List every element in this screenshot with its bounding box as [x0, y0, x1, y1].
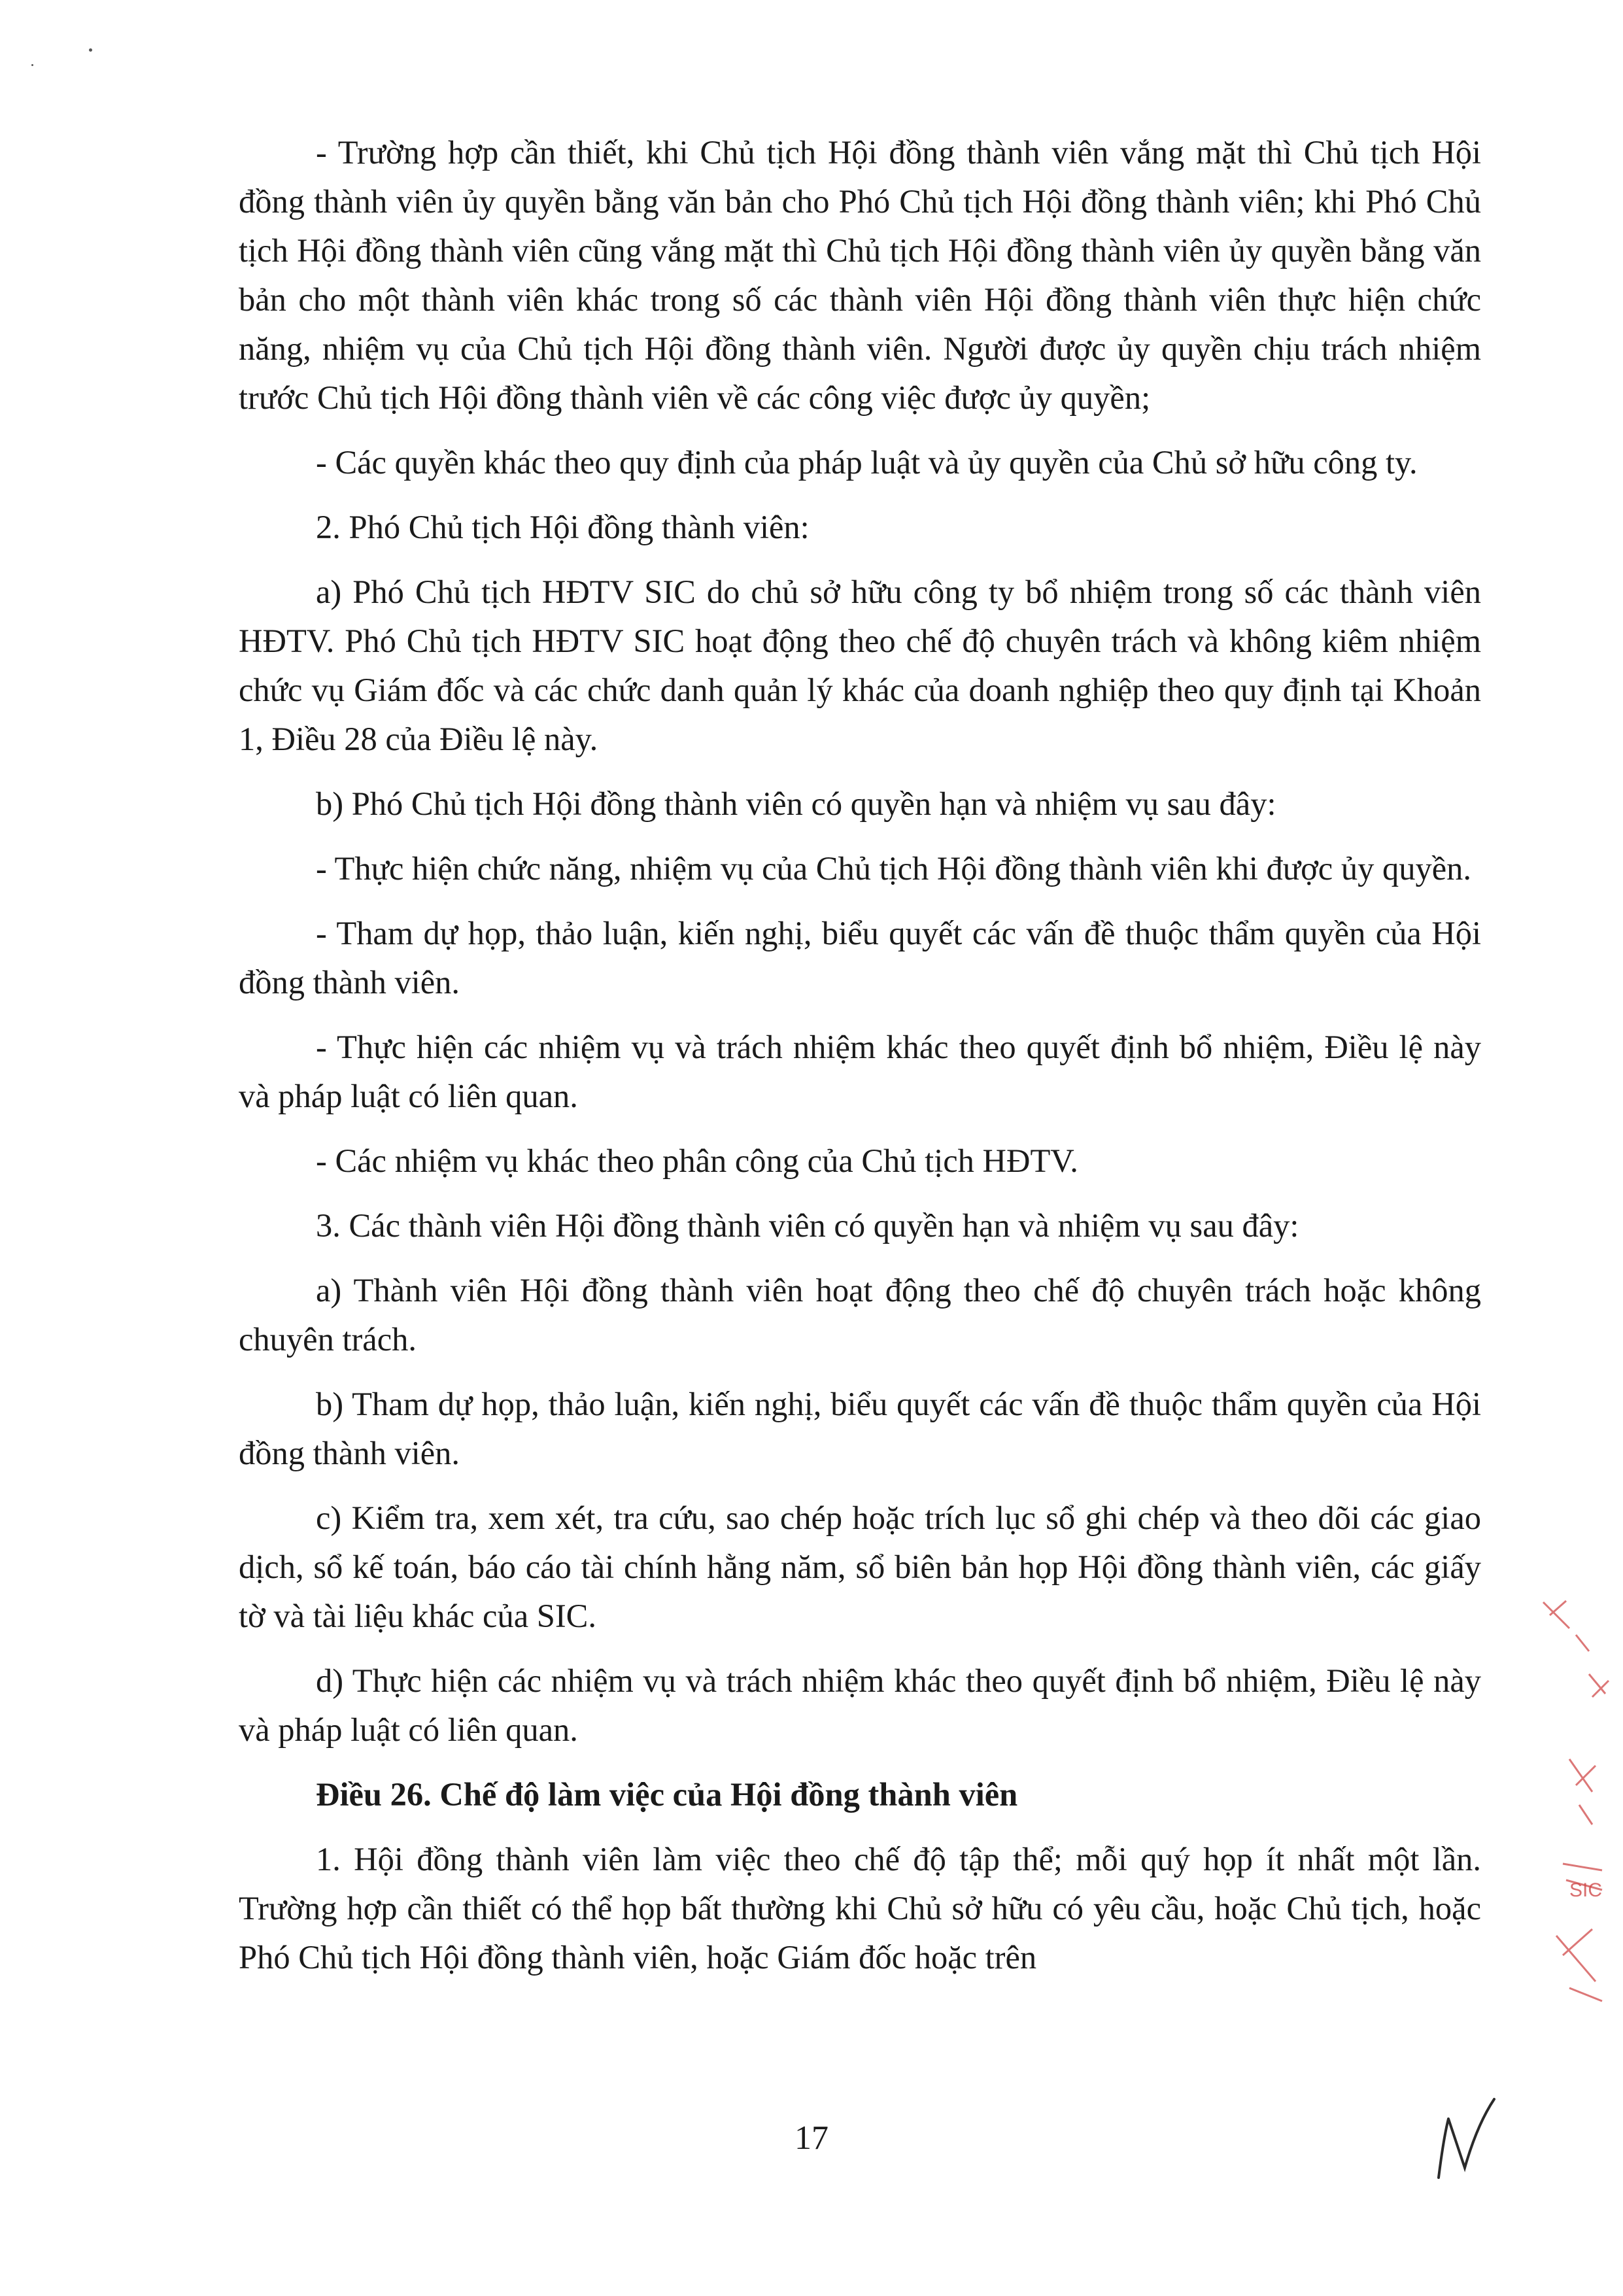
page-number: 17 — [794, 2119, 829, 2157]
paragraph: a) Thành viên Hội đồng thành viên hoạt động theo chế độ chuyên trách hoặc không chuyên trách. — [239, 1272, 1481, 1358]
paragraph: 3. Các thành viên Hội đồng thành viên có quyền hạn và nhiệm vụ sau đây: — [316, 1207, 1299, 1244]
document-body — [239, 128, 1481, 1998]
paragraph: 1. Hội đồng thành viên làm việc theo chế độ tập thể; mỗi quý họp ít nhất một lần. Trường hợp cần thiết có thể họp bất thường khi Chủ sở hữu có yêu cầu, hoặc Chủ tịch, hoặc Phó Chủ tịch Hội đồng thành viên, hoặc Giám đốc hoặc trên — [239, 1841, 1481, 1976]
scan-speck — [89, 48, 92, 52]
paragraph: 2. Phó Chủ tịch Hội đồng thành viên: — [316, 509, 810, 545]
paragraph: - Các nhiệm vụ khác theo phân công của Chủ tịch HĐTV. — [316, 1142, 1078, 1179]
paragraph: - Các quyền khác theo quy định của pháp luật và ủy quyền của Chủ sở hữu công ty. — [316, 444, 1418, 481]
paragraph: - Thực hiện các nhiệm vụ và trách nhiệm khác theo quyết định bổ nhiệm, Điều lệ này và pháp luật có liên quan. — [239, 1029, 1481, 1114]
section-heading: Điều 26. Chế độ làm việc của Hội đồng thành viên — [316, 1776, 1018, 1813]
signature-icon — [1426, 2093, 1504, 2184]
paragraph: b) Tham dự họp, thảo luận, kiến nghị, biểu quyết các vấn đề thuộc thẩm quyền của Hội đồng thành viên. — [239, 1386, 1481, 1471]
svg-text:SIC: SIC — [1569, 1879, 1603, 1901]
paragraph: c) Kiểm tra, xem xét, tra cứu, sao chép hoặc trích lục sổ ghi chép và theo dõi các giao dịch, sổ kế toán, báo cáo tài chính hằng năm, sổ biên bản họp Hội đồng thành viên, các giấy tờ và tài liệu khác của SIC. — [239, 1499, 1481, 1634]
paragraph: - Tham dự họp, thảo luận, kiến nghị, biểu quyết các vấn đề thuộc thẩm quyền của Hội đồng thành viên. — [239, 915, 1481, 1001]
paragraph: d) Thực hiện các nhiệm vụ và trách nhiệm khác theo quyết định bổ nhiệm, Điều lệ này và pháp luật có liên quan. — [239, 1662, 1481, 1748]
paragraph: - Trường hợp cần thiết, khi Chủ tịch Hội đồng thành viên vắng mặt thì Chủ tịch Hội đồng thành viên ủy quyền bằng văn bản cho Phó Chủ tịch Hội đồng thành viên; khi Phó Chủ tịch Hội đồng thành viên cũng vắng mặt thì Chủ tịch Hội đồng thành viên ủy quyền bằng văn bản cho một thành viên khác trong số các thành viên Hội đồng thành viên thực hiện chức năng, nhiệm vụ của Chủ tịch Hội đồng thành viên. Người được ủy quyền chịu trách nhiệm trước Chủ tịch Hội đồng thành viên về các công việc được ủy quyền; — [239, 134, 1481, 416]
paragraph: - Thực hiện chức năng, nhiệm vụ của Chủ tịch Hội đồng thành viên khi được ủy quyền. — [316, 850, 1472, 887]
paragraph: a) Phó Chủ tịch HĐTV SIC do chủ sở hữu công ty bổ nhiệm trong số các thành viên HĐTV. Phó Chủ tịch HĐTV SIC hoạt động theo chế độ chuyên trách và không kiêm nhiệm chức vụ Giám đốc và các chức danh quản lý khác của doanh nghiệp theo quy định tại Khoản 1, Điều 28 của Điều lệ này. — [239, 574, 1481, 757]
scan-speck — [31, 64, 33, 66]
seal-stamp-icon — [1530, 1589, 1622, 2008]
paragraph: b) Phó Chủ tịch Hội đồng thành viên có quyền hạn và nhiệm vụ sau đây: — [316, 785, 1276, 822]
